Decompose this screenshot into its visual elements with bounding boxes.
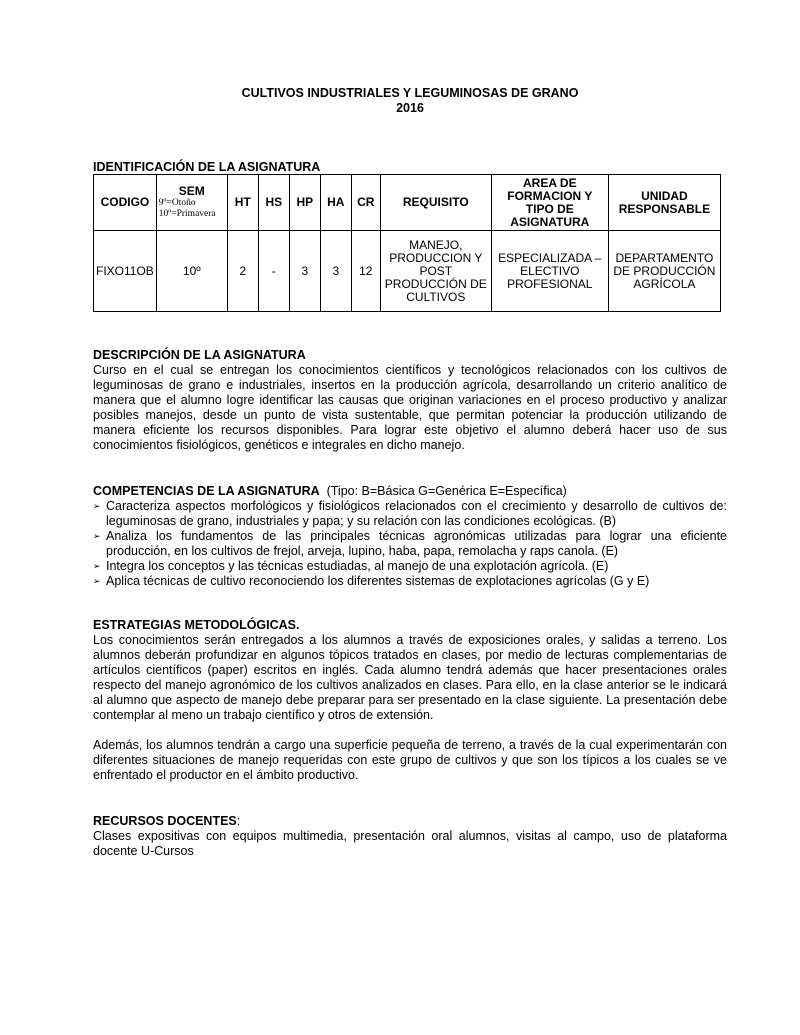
descripcion-section	[93, 348, 727, 453]
list-item	[93, 529, 727, 559]
chevron-right-icon: ➢	[93, 561, 101, 571]
competencias-tipo: (Tipo: B=Básica G=Genérica E=Específica)	[326, 484, 567, 498]
header-unidad: UNIDAD RESPONSABLE	[608, 175, 720, 231]
header-sem	[156, 175, 227, 231]
table-header-row	[94, 175, 721, 231]
header-hp: HP	[289, 175, 320, 231]
cell-ht: 2	[227, 231, 258, 312]
recursos-section	[93, 814, 727, 859]
cell-area: ESPECIALIZADA – ELECTIVO PROFESIONAL	[491, 231, 608, 312]
competencias-section	[93, 484, 727, 589]
cell-unidad: DEPARTAMENTO DE PRODUCCIÓN AGRÍCOLA	[608, 231, 720, 312]
header-codigo: CODIGO	[94, 175, 157, 231]
cell-requisito: MANEJO, PRODUCCION Y POST PRODUCCIÓN DE CULTIVOS	[380, 231, 491, 312]
header-area: AREA DE FORMACION Y TIPO DE ASIGNATURA	[491, 175, 608, 231]
recursos-colon: :	[236, 814, 241, 828]
header-hs: HS	[258, 175, 289, 231]
cell-hs: -	[258, 231, 289, 312]
identificacion-table	[93, 174, 721, 312]
chevron-right-icon: ➢	[93, 576, 101, 586]
cell-ha: 3	[320, 231, 351, 312]
descripcion-text: Curso en el cual se entregan los conocimientos científicos y tecnológicos relacionados con los cultivos de leguminosas de grano e industriales, insertos en la producción agrícola, desarrollando un criterio analítico de manera que el alumno logre identificar las causas que originan variaciones en el proceso productivo y analizar posibles manejos, desde un punto de vista sustentable, que permitan potenciar la producción utilizando de manera eficiente los recursos disponibles. Para lograr este objetivo el alumno deberá hacer uso de sus conocimientos fisiológicos, genéticos e integrales en dicho manejo.	[93, 363, 727, 452]
list-item-text: Caracteriza aspectos morfológicos y fisiológicos relacionados con el crecimiento y desarrollo de cultivos de: leguminosas de grano, industriales y papa; y su relación con las condiciones ecológicas. (B)	[106, 499, 727, 528]
descripcion-heading: DESCRIPCIÓN DE LA ASIGNATURA	[93, 348, 306, 362]
cell-codigo: FIXO11OB	[94, 231, 157, 312]
cell-sem: 10º	[156, 231, 227, 312]
cell-hp: 3	[289, 231, 320, 312]
list-item	[93, 559, 727, 574]
document-title	[93, 86, 727, 116]
competencias-heading-line	[93, 484, 727, 499]
list-item	[93, 574, 727, 589]
title-year: 2016	[396, 101, 424, 115]
chevron-right-icon: ➢	[93, 531, 101, 541]
estrategias-section	[93, 618, 727, 783]
list-item-text: Analiza los fundamentos de las principales técnicas agronómicas utilizadas para lograr una eficiente producción, en los cultivos de frejol, arveja, lupino, haba, papa, remolacha y raps canola. (E)	[106, 529, 727, 558]
competencias-list	[93, 499, 727, 589]
header-sem-otono: 9º=Otoño	[158, 198, 196, 208]
recursos-text: Clases expositivas con equipos multimedia, presentación oral alumnos, visitas al campo, uso de plataforma docente U-Cursos	[93, 829, 727, 858]
list-item-text: Integra los conceptos y las técnicas estudiadas, al manejo de una explotación agrícola. (E)	[106, 559, 609, 573]
chevron-right-icon: ➢	[93, 501, 101, 511]
list-item	[93, 499, 727, 529]
list-item-text: Aplica técnicas de cultivo reconociendo los diferentes sistemas de explotaciones agrícolas (G y E)	[106, 574, 650, 588]
competencias-heading: COMPETENCIAS DE LA ASIGNATURA	[93, 484, 320, 498]
table-row	[94, 231, 721, 312]
estrategias-heading: ESTRATEGIAS METODOLÓGICAS.	[93, 618, 300, 632]
header-requisito: REQUISITO	[380, 175, 491, 231]
header-ht: HT	[227, 175, 258, 231]
header-cr: CR	[351, 175, 380, 231]
identificacion-heading: IDENTIFICACIÓN DE LA ASIGNATURA	[93, 160, 321, 174]
header-sem-label: SEM	[178, 184, 205, 198]
header-sem-primavera: 10º=Primavera	[158, 209, 216, 219]
recursos-heading-line	[93, 814, 727, 829]
estrategias-paragraph-2: Además, los alumnos tendrán a cargo una superficie pequeña de terreno, a través de la cual experimentarán con diferentes situaciones de manejo requeridas con este grupo de cultivos y que son los típicos a los cuales se ve enfrentado el productor en el ámbito productivo.	[93, 738, 727, 782]
header-ha: HA	[320, 175, 351, 231]
cell-cr: 12	[351, 231, 380, 312]
recursos-heading: RECURSOS DOCENTES	[93, 814, 237, 828]
title-line-1: CULTIVOS INDUSTRIALES Y LEGUMINOSAS DE GRANO	[241, 86, 579, 100]
estrategias-paragraph-1: Los conocimientos serán entregados a los alumnos a través de exposiciones orales, y salidas a terreno. Los alumnos deberán profundizar en algunos tópicos tratados en clases, por medio de lecturas complementarias de artículos científicos (paper) escritos en inglés. Cada alumno tendrá además que hacer presentaciones orales respecto del manejo agronómico de los cultivos analizados en clases. Para ello, en la clase anterior se le indicará al alumno que aspecto de manejo debe preparar para ser presentado en la clase siguiente. La presentación debe contemplar al meno un trabajo científico y otros de extensión.	[93, 633, 727, 722]
